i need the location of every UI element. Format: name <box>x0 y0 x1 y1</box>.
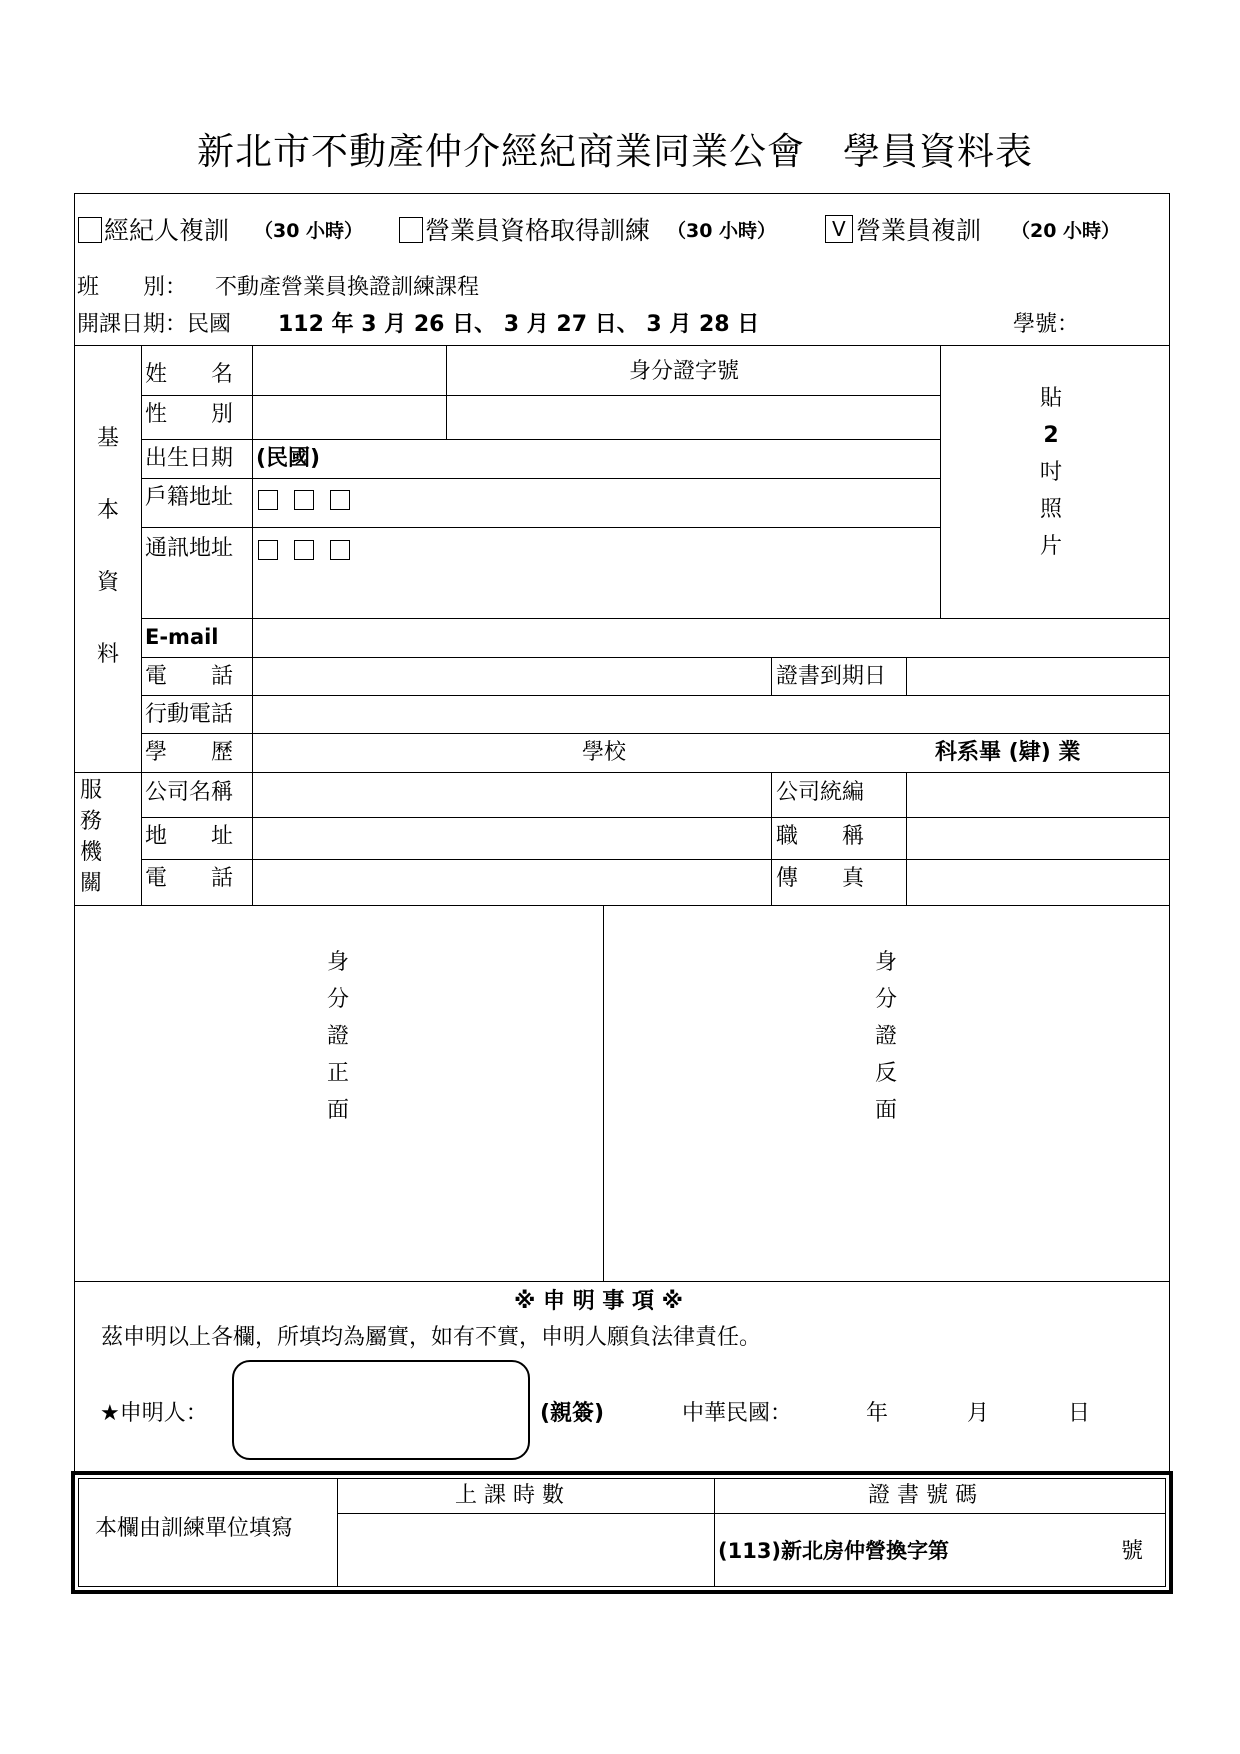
student-number-label: 學號： <box>1013 312 1080 337</box>
class-hours-header: 上 課 時 數 <box>455 1483 564 1508</box>
id-front-label: 身 分 證 正 面 <box>326 950 349 1123</box>
household-zip-box[interactable] <box>330 490 350 510</box>
signature-box[interactable] <box>232 1360 530 1460</box>
course-label-broker-refresher: 經紀人複訓 <box>104 216 230 245</box>
page-title: 新北市不動產仲介經紀商業同業公會 學員資料表 <box>197 130 1033 173</box>
cert-number-header: 證 書 號 碼 <box>868 1483 977 1508</box>
company-phone-label: 電 話 <box>145 866 234 891</box>
cert-number-prefix: (113)新北房仲營換字第 <box>718 1539 950 1563</box>
mailing-zip-box[interactable] <box>258 540 278 560</box>
class-label: 班 別： <box>77 275 188 300</box>
household-zip-box[interactable] <box>258 490 278 510</box>
company-tax-id-field[interactable] <box>907 773 1169 816</box>
mobile-field[interactable] <box>253 696 1169 732</box>
declaration-heading: ※ 申 明 事 項 ※ <box>514 1289 684 1314</box>
mailing-zip-box[interactable] <box>330 540 350 560</box>
course-date-label: 開課日期：民國 <box>77 312 232 337</box>
photo-placeholder[interactable]: 貼 2 吋 照 片 <box>1039 386 1062 559</box>
company-tax-id-label: 公司統編 <box>776 780 865 805</box>
roc-date-label: 中華民國： <box>682 1401 793 1426</box>
department-label: 科系畢 (肄) 業 <box>935 740 1081 765</box>
cert-expiry-label: 證書到期日 <box>776 664 887 689</box>
course-checkbox-broker-refresher[interactable] <box>78 217 102 243</box>
birth-date-label: 出生日期 <box>145 446 234 471</box>
company-address-field[interactable] <box>253 818 770 858</box>
mobile-label: 行動電話 <box>145 702 234 727</box>
service-section-label: 服 務 機 關 <box>79 778 102 896</box>
course-checkbox-agent-qualification[interactable] <box>399 217 423 243</box>
cert-expiry-field[interactable] <box>907 658 1169 694</box>
course-checkbox-agent-refresher[interactable]: V <box>825 215 853 243</box>
job-title-field[interactable] <box>907 818 1169 858</box>
birth-date-field[interactable] <box>330 440 939 478</box>
course-label-agent-refresher: 營業員複訓 <box>856 216 982 245</box>
household-zip-box[interactable] <box>294 490 314 510</box>
household-address-label: 戶籍地址 <box>145 485 234 510</box>
cert-number-suffix: 號 <box>1121 1539 1144 1564</box>
mailing-address-label: 通訊地址 <box>145 536 234 561</box>
declaration-text: 茲申明以上各欄，所填均為屬實，如有不實，申明人願負法律責任。 <box>101 1325 762 1350</box>
course-date-value: 112 年 3 月 26 日、 3 月 27 日、 3 月 28 日 <box>278 312 760 337</box>
company-name-field[interactable] <box>253 773 770 816</box>
day-label: 日 <box>1068 1401 1091 1426</box>
id-back-label: 身 分 證 反 面 <box>874 950 897 1123</box>
mailing-address-boxes[interactable] <box>258 539 366 560</box>
company-phone-field[interactable] <box>253 860 770 904</box>
declarant-label: ★申明人： <box>100 1401 208 1426</box>
month-label: 月 <box>967 1401 990 1426</box>
email-label: E-mail <box>145 625 219 649</box>
email-field[interactable] <box>253 619 1169 656</box>
id-number-label: 身分證字號 <box>629 359 740 384</box>
sign-label: (親簽) <box>540 1401 605 1426</box>
mailing-zip-box[interactable] <box>294 540 314 560</box>
fax-field[interactable] <box>907 860 1169 904</box>
company-address-label: 地 址 <box>145 824 234 849</box>
name-field[interactable] <box>253 346 445 394</box>
phone-label: 電 話 <box>145 664 234 689</box>
office-use-label: 本欄由訓練單位填寫 <box>95 1516 294 1541</box>
phone-field[interactable] <box>253 658 770 694</box>
gender-field[interactable] <box>253 396 445 438</box>
household-address-boxes[interactable] <box>258 489 366 510</box>
company-name-label: 公司名稱 <box>145 780 234 805</box>
id-number-field[interactable] <box>447 396 939 438</box>
course-label-agent-qualification: 營業員資格取得訓練 <box>425 216 651 245</box>
course-hours-broker-refresher: （30 小時） <box>254 220 364 242</box>
year-label: 年 <box>866 1401 889 1426</box>
class-value: 不動產營業員換證訓練課程 <box>215 275 480 300</box>
job-title-label: 職 稱 <box>776 824 865 849</box>
name-label: 姓 名 <box>145 362 234 387</box>
gender-label: 性 別 <box>145 402 234 427</box>
fax-label: 傳 真 <box>776 866 865 891</box>
birth-date-prefix: (民國) <box>256 446 321 471</box>
course-hours-agent-refresher: （20 小時） <box>1011 220 1121 242</box>
class-hours-field[interactable] <box>338 1514 713 1586</box>
school-label: 學校 <box>582 740 627 765</box>
course-hours-agent-qualification: （30 小時） <box>667 220 777 242</box>
education-label: 學 歷 <box>145 740 234 765</box>
basic-info-section-label: 基 本 資 料 <box>96 426 119 667</box>
